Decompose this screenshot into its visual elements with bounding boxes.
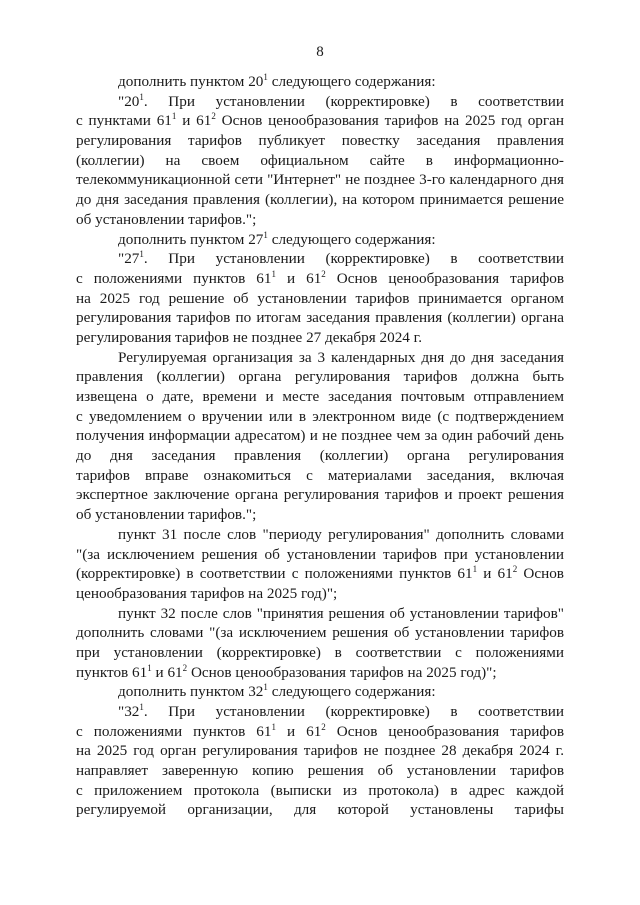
text-segment: Основ ценообразования тарифов xyxy=(325,269,564,287)
text-line xyxy=(76,584,564,604)
text-segment: с пунктами 61 xyxy=(76,112,172,130)
text-segment: и 61 xyxy=(275,722,322,740)
text-segment: . При установлении (корректировке) в соответствии xyxy=(143,92,564,110)
superscript-index: 2 xyxy=(182,662,188,673)
text-segment: следующего содержания: xyxy=(267,73,436,90)
superscript-index: 1 xyxy=(263,72,268,82)
text-segment: регулируемой организации, для которой установлены тарифы xyxy=(76,801,564,819)
superscript-index: 1 xyxy=(147,662,152,673)
superscript-index: 1 xyxy=(139,702,144,712)
text-segment: и 61 xyxy=(477,565,513,583)
text-segment: дополнить пунктом 27 xyxy=(118,230,264,248)
text-segment: дополнить словами "(за исключением решения об установлении тарифов xyxy=(76,624,564,642)
text-line xyxy=(76,328,564,348)
text-line xyxy=(76,604,564,624)
text-segment: и 61 xyxy=(176,112,212,130)
superscript-index: 2 xyxy=(321,268,326,279)
superscript-index: 1 xyxy=(472,564,478,575)
text-segment: следующего содержания: xyxy=(267,683,436,701)
text-segment: Основ ценообразования тарифов на 2025 год)"; xyxy=(187,663,497,681)
text-segment: регулирования тарифов не позднее 27 декабря 2024 г. xyxy=(76,328,422,346)
text-segment: . При установлении (корректировке) в соответствии xyxy=(143,703,564,720)
superscript-index: 2 xyxy=(321,721,326,732)
text-line xyxy=(76,72,564,92)
text-line xyxy=(76,367,564,387)
text-segment: с уведомлением о вручении или в электронном виде (с подтверждением xyxy=(76,407,564,425)
text-line xyxy=(76,545,564,565)
text-segment: экспертное заключение органа регулирования тарифов и проект решения xyxy=(76,486,564,504)
superscript-index: 2 xyxy=(512,564,518,575)
text-segment: "27 xyxy=(118,250,140,268)
superscript-index: 1 xyxy=(139,249,144,260)
text-line xyxy=(76,151,564,171)
text-segment: "20 xyxy=(118,92,140,110)
text-segment: получения информации адресатом) и не позднее чем за один рабочий день xyxy=(76,427,564,445)
text-segment: на 2025 год орган регулирования тарифов не позднее 28 декабря 2024 г. xyxy=(76,742,564,760)
text-line xyxy=(76,308,564,328)
superscript-index: 1 xyxy=(271,268,276,279)
superscript-index: 2 xyxy=(211,111,216,122)
text-line xyxy=(76,781,564,801)
superscript-index: 1 xyxy=(139,91,144,102)
text-segment: регулирования тарифов по итогам заседания правления (коллегии) органа xyxy=(76,309,564,327)
text-line xyxy=(76,761,564,781)
text-line xyxy=(76,170,564,190)
text-segment: дополнить пунктом 20 xyxy=(118,73,264,90)
text-line xyxy=(76,210,564,230)
superscript-index: 1 xyxy=(263,229,268,240)
text-line xyxy=(76,446,564,466)
text-segment: тарифов вправе ознакомиться с материалами заседания, включая xyxy=(76,466,564,484)
text-line xyxy=(76,643,564,663)
text-segment: пункт 31 после слов "периоду регулирования" дополнить словами xyxy=(118,525,564,543)
text-line xyxy=(76,348,564,368)
text-line xyxy=(76,623,564,643)
text-segment: с приложением протокола (выписки из протокола) в адрес каждой xyxy=(76,781,564,799)
text-line xyxy=(76,564,564,584)
text-segment: телекоммуникационной сети "Интернет" не позднее 3-го календарного дня xyxy=(76,171,564,189)
text-line xyxy=(76,92,564,112)
text-segment: извещена о дате, времени и месте заседания почтовым отправлением xyxy=(76,388,564,405)
text-line xyxy=(76,289,564,309)
text-segment: с положениями пунктов 61 xyxy=(76,722,272,740)
text-segment: пункт 32 после слов "принятия решения об установлении тарифов" xyxy=(118,604,564,622)
text-line xyxy=(76,111,564,131)
text-line xyxy=(76,702,564,722)
text-segment: Основ ценообразования тарифов xyxy=(325,722,564,740)
text-line xyxy=(76,387,564,407)
text-segment: Регулируемая организация за 3 календарных дня до дня заседания xyxy=(118,348,564,366)
text-line xyxy=(76,466,564,486)
text-segment: (корректировке) в соответствии с положениями пунктов 61 xyxy=(76,565,473,583)
text-line xyxy=(76,190,564,210)
text-segment: правления (коллегии) органа регулирования тарифов должна быть xyxy=(76,368,564,386)
text-segment: при установлении (корректировке) в соответствии с положениями xyxy=(76,643,564,661)
text-segment: направляет заверенную копию решения об установлении тарифов xyxy=(76,762,564,780)
text-line xyxy=(76,230,564,250)
text-line xyxy=(76,682,564,702)
text-line xyxy=(76,663,564,683)
text-segment: . При установлении (корректировке) в соответствии xyxy=(143,250,564,268)
document-body xyxy=(76,72,564,820)
text-segment: "(за исключением решения об установлении тарифов при установлении xyxy=(76,545,564,563)
text-segment: до дня заседания правления (коллегии), на котором принимается решение xyxy=(76,191,564,209)
text-segment: об установлении тарифов."; xyxy=(76,506,257,524)
text-line xyxy=(76,485,564,505)
text-segment: пунктов 61 xyxy=(76,663,148,681)
superscript-index: 1 xyxy=(271,721,276,732)
text-segment: "32 xyxy=(118,703,140,720)
text-line xyxy=(76,407,564,427)
text-segment: до дня заседания правления (коллегии) органа регулирования xyxy=(76,447,564,465)
text-segment: на 2025 год решение об установлении тарифов принимается органом xyxy=(76,289,564,307)
text-segment: и 61 xyxy=(151,663,183,681)
text-segment: и 61 xyxy=(275,269,322,287)
text-segment: Основ ценообразования тарифов на 2025 год орган xyxy=(215,112,564,130)
text-segment: следующего содержания: xyxy=(267,230,436,248)
text-line xyxy=(76,249,564,269)
text-segment: ценообразования тарифов на 2025 год)"; xyxy=(76,584,338,602)
text-segment: регулирования тарифов публикует повестку заседания правления xyxy=(76,132,564,150)
text-segment: Основ xyxy=(517,565,564,583)
text-line xyxy=(76,269,564,289)
superscript-index: 1 xyxy=(171,111,177,122)
text-line xyxy=(76,426,564,446)
text-segment: об установлении тарифов."; xyxy=(76,210,257,228)
text-line xyxy=(76,722,564,742)
superscript-index: 1 xyxy=(263,682,268,693)
page-number: 8 xyxy=(316,44,324,60)
text-segment: (коллегии) на своем официальном сайте в информационно- xyxy=(76,151,564,169)
text-line xyxy=(76,131,564,151)
text-line xyxy=(76,525,564,545)
text-line xyxy=(76,505,564,525)
text-segment: с положениями пунктов 61 xyxy=(76,269,272,287)
text-line xyxy=(76,800,564,820)
text-line xyxy=(76,741,564,761)
text-segment: дополнить пунктом 32 xyxy=(118,683,264,701)
